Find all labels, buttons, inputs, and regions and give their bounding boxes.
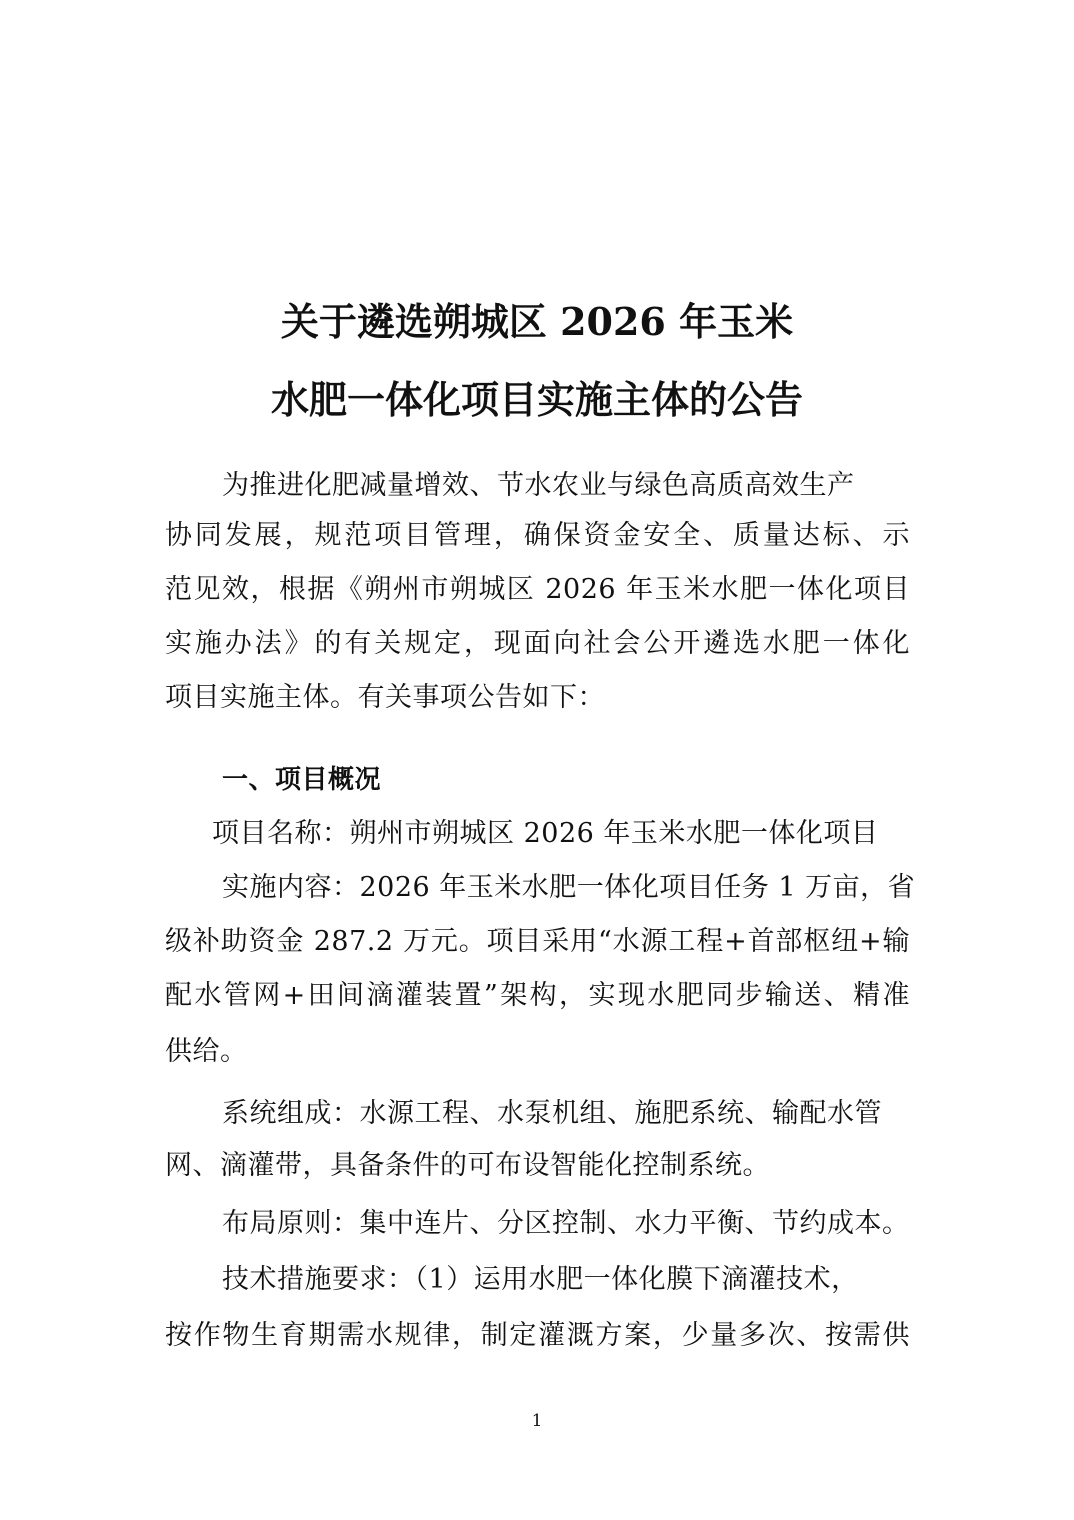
system-line-2: 网、滴灌带，具备条件的可布设智能化控制系统。 xyxy=(165,1150,770,1181)
system-line-1: 系统组成：水源工程、水泵机组、施肥系统、输配水管 xyxy=(222,1098,882,1129)
layout-principle-line: 布局原则：集中连片、分区控制、水力平衡、节约成本。 xyxy=(222,1208,910,1239)
tech-line-2: 按作物生育期需水规律，制定灌溉方案，少量多次、按需供 xyxy=(165,1320,910,1351)
content-line-3: 配水管网+田间滴灌装置”架构，实现水肥同步输送、精准 xyxy=(165,980,910,1011)
intro-line-5: 项目实施主体。有关事项公告如下： xyxy=(165,682,605,713)
content-line-1: 实施内容：2026 年玉米水肥一体化项目任务 1 万亩，省 xyxy=(222,872,916,903)
tech-line-1: 技术措施要求：（1）运用水肥一体化膜下滴灌技术， xyxy=(222,1264,859,1295)
section-heading-project-overview: 一、项目概况 xyxy=(222,765,382,795)
content-line-4: 供给。 xyxy=(165,1036,248,1067)
intro-line-4: 实施办法》的有关规定，现面向社会公开遴选水肥一体化 xyxy=(165,628,910,659)
intro-line-1: 为推进化肥减量增效、节水农业与绿色高质高效生产 xyxy=(222,470,855,501)
document-title-line-1: 关于遴选朔城区 2026 年玉米 xyxy=(280,299,794,344)
intro-line-2: 协同发展，规范项目管理，确保资金安全、质量达标、示 xyxy=(165,520,910,551)
project-name-line: 项目名称：朔州市朔城区 2026 年玉米水肥一体化项目 xyxy=(212,818,879,849)
document-title-line-2: 水肥一体化项目实施主体的公告 xyxy=(270,377,803,422)
page-number: 1 xyxy=(531,1411,543,1431)
intro-line-3: 范见效，根据《朔州市朔城区 2026 年玉米水肥一体化项目 xyxy=(165,574,910,605)
content-line-2: 级补助资金 287.2 万元。项目采用“水源工程+首部枢纽+输 xyxy=(165,926,910,957)
